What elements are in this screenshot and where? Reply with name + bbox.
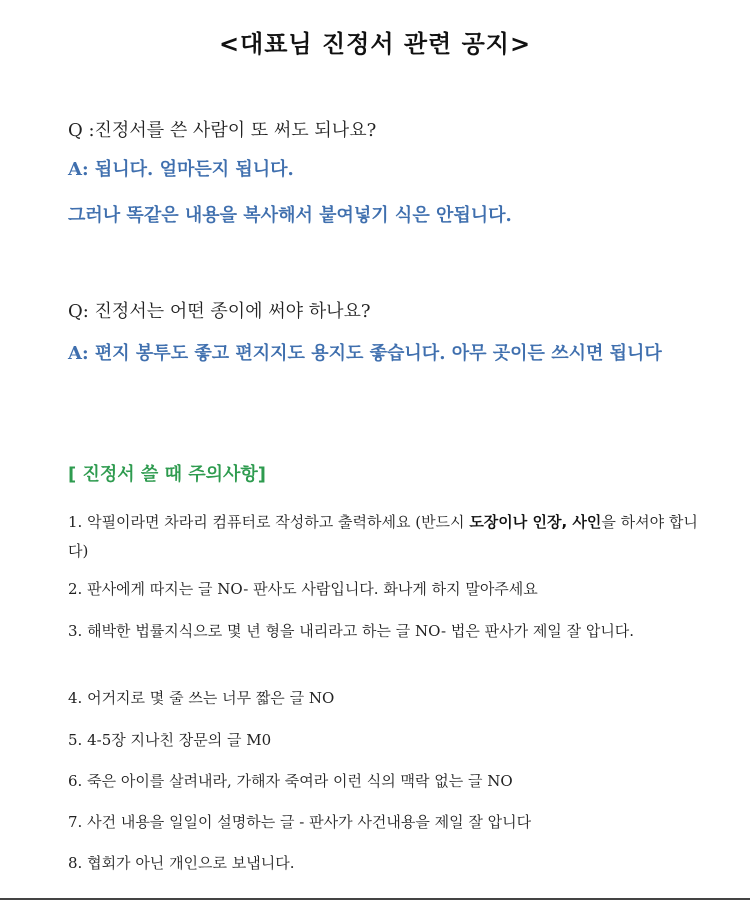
rule-1-emphasis: 도장이나 인장, 사인 — [469, 513, 602, 531]
rule-1-text-after: 을 하셔야 합니다) — [68, 513, 698, 560]
rule-item-2: 2. 판사에게 따지는 글 NO- 판사도 사람입니다. 화나게 하지 말아주세요 — [68, 580, 538, 598]
rule-item-3: 3. 해박한 법률지식으로 몇 년 형을 내리라고 하는 글 NO- 법은 판사가 제일 잘 압니다. — [68, 622, 635, 640]
question-1: Q :진정서를 쓴 사람이 또 써도 되나요? — [68, 120, 377, 141]
rule-item-7: 7. 사건 내용을 일일이 설명하는 글 - 판사가 사건내용을 제일 잘 압니다 — [68, 813, 532, 831]
answer-1-line-2: 그러나 똑같은 내용을 복사해서 붙여넣기 식은 안됩니다. — [68, 205, 512, 226]
rule-item-5: 5. 4-5장 지나친 장문의 글 M0 — [68, 731, 272, 749]
question-2: Q: 진정서는 어떤 종이에 써야 하나요? — [68, 301, 371, 322]
rule-item-1 — [68, 508, 708, 566]
page-title: <대표님 진정서 관련 공지> — [218, 30, 532, 58]
caution-heading: [ 진정서 쓸 때 주의사항] — [68, 464, 267, 485]
rule-1-text-before: 1. 악필이라면 차라리 컴퓨터로 작성하고 출력하세요 (반드시 — [68, 513, 470, 531]
rule-item-4: 4. 어거지로 몇 줄 쓰는 너무 짧은 글 NO — [68, 689, 335, 707]
rule-item-6: 6. 죽은 아이를 살려내라, 가해자 죽여라 이런 식의 맥락 없는 글 NO — [68, 772, 513, 790]
rule-item-8: 8. 협회가 아닌 개인으로 보냅니다. — [68, 854, 295, 872]
answer-1-line-1: A: 됩니다. 얼마든지 됩니다. — [68, 159, 294, 180]
answer-2: A: 편지 봉투도 좋고 편지지도 용지도 좋습니다. 아무 곳이든 쓰시면 됩니다 — [68, 343, 662, 364]
